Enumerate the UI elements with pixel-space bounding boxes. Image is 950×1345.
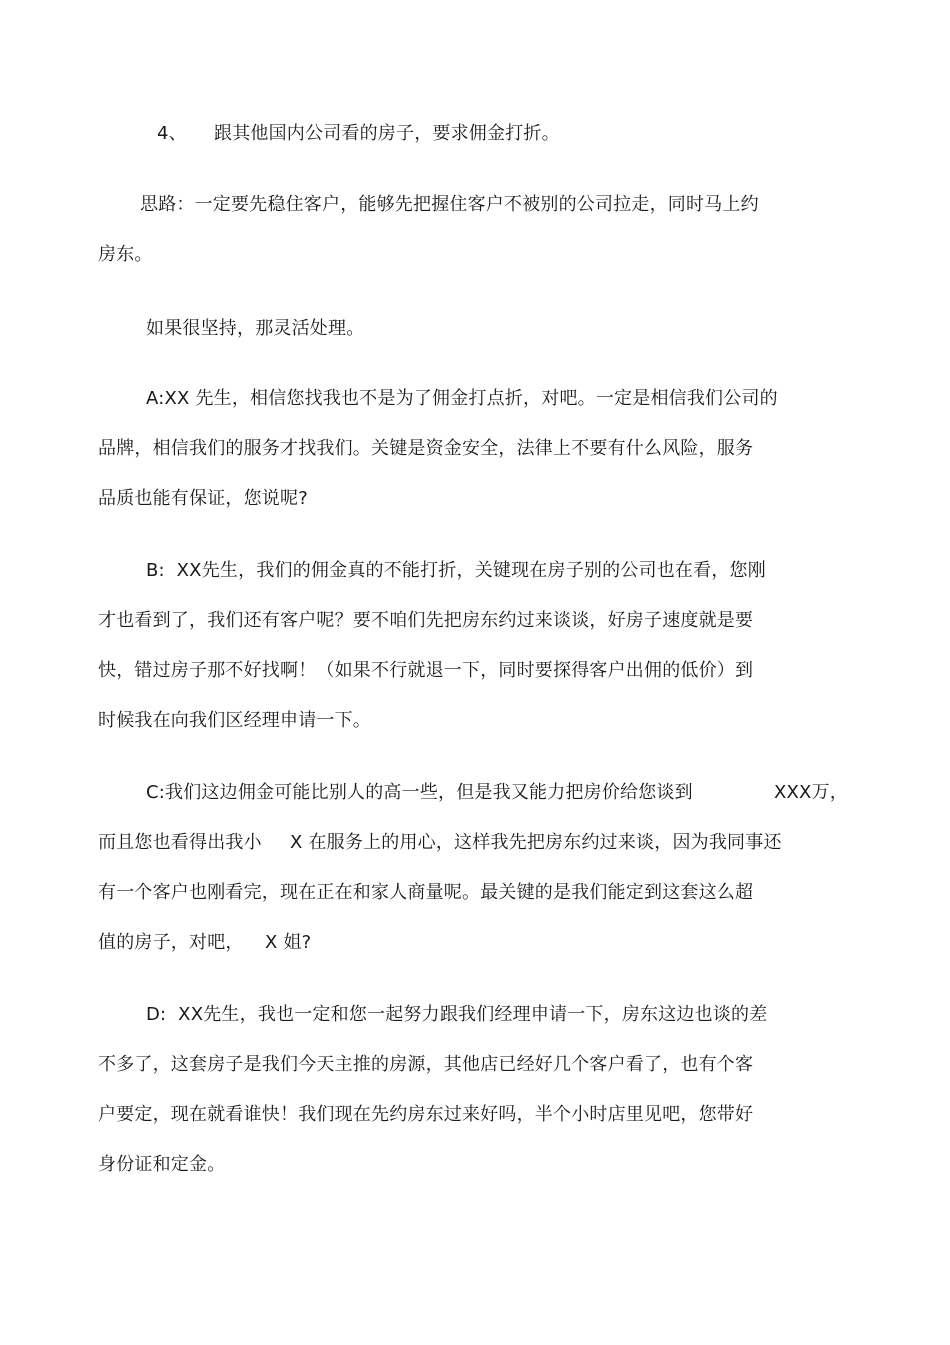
option-a-line-3: 品质也能有保证，您说呢? xyxy=(98,488,308,509)
option-c-line-2a: 而且您也看得出我小 xyxy=(98,832,262,853)
approach-line-2: 房东。 xyxy=(98,244,153,265)
option-a-line-1: A:XX 先生，相信您找我也不是为了佣金打点折，对吧。一定是相信我们公司的 xyxy=(146,388,778,409)
option-c-line-1b: XXX万， xyxy=(774,782,848,803)
option-b-line-4: 时候我在向我们区经理申请一下。 xyxy=(98,710,371,731)
option-d-line-3: 户要定，现在就看谁快！我们现在先约房东过来好吗，半个小时店里见吧，您带好 xyxy=(98,1104,754,1125)
option-c-line-1a: C:我们这边佣金可能比别人的高一些，但是我又能力把房价给您谈到 xyxy=(146,782,693,803)
option-c-line-3: 有一个客户也刚看完，现在正在和家人商量呢。最关键的是我们能定到这套这么超 xyxy=(98,882,754,903)
insist-paragraph: 如果很坚持，那灵活处理。 xyxy=(146,318,365,339)
option-c-line-4b: X 姐? xyxy=(265,932,312,953)
option-b-line-1: B: XX先生，我们的佣金真的不能打折，关键现在房子别的公司也在看，您刚 xyxy=(146,560,766,581)
option-c-line-2b: X 在服务上的用心，这样我先把房东约过来谈，因为我同事还 xyxy=(290,832,782,853)
option-c-line-4a: 值的房子，对吧， xyxy=(98,932,244,953)
approach-line-1: 思路：一定要先稳住客户，能够先把握住客户不被别的公司拉走，同时马上约 xyxy=(140,194,759,215)
option-b-line-3: 快，错过房子那不好找啊！（如果不行就退一下，同时要探得客户出佣的低价）到 xyxy=(98,660,754,681)
option-d-line-1: D: XX先生，我也一定和您一起努力跟我们经理申请一下，房东这边也谈的差 xyxy=(146,1004,768,1025)
heading-text: 跟其他国内公司看的房子，要求佣金打折。 xyxy=(214,123,560,144)
option-a-line-2: 品牌，相信我们的服务才找我们。关键是资金安全，法律上不要有什么风险，服务 xyxy=(98,438,754,459)
option-d-line-4: 身份证和定金。 xyxy=(98,1154,226,1175)
option-b-line-2: 才也看到了，我们还有客户呢？要不咱们先把房东约过来谈谈，好房子速度就是要 xyxy=(98,610,754,631)
heading-number: 4、 xyxy=(157,123,187,144)
option-d-line-2: 不多了，这套房子是我们今天主推的房源，其他店已经好几个客户看了，也有个客 xyxy=(98,1054,754,1075)
